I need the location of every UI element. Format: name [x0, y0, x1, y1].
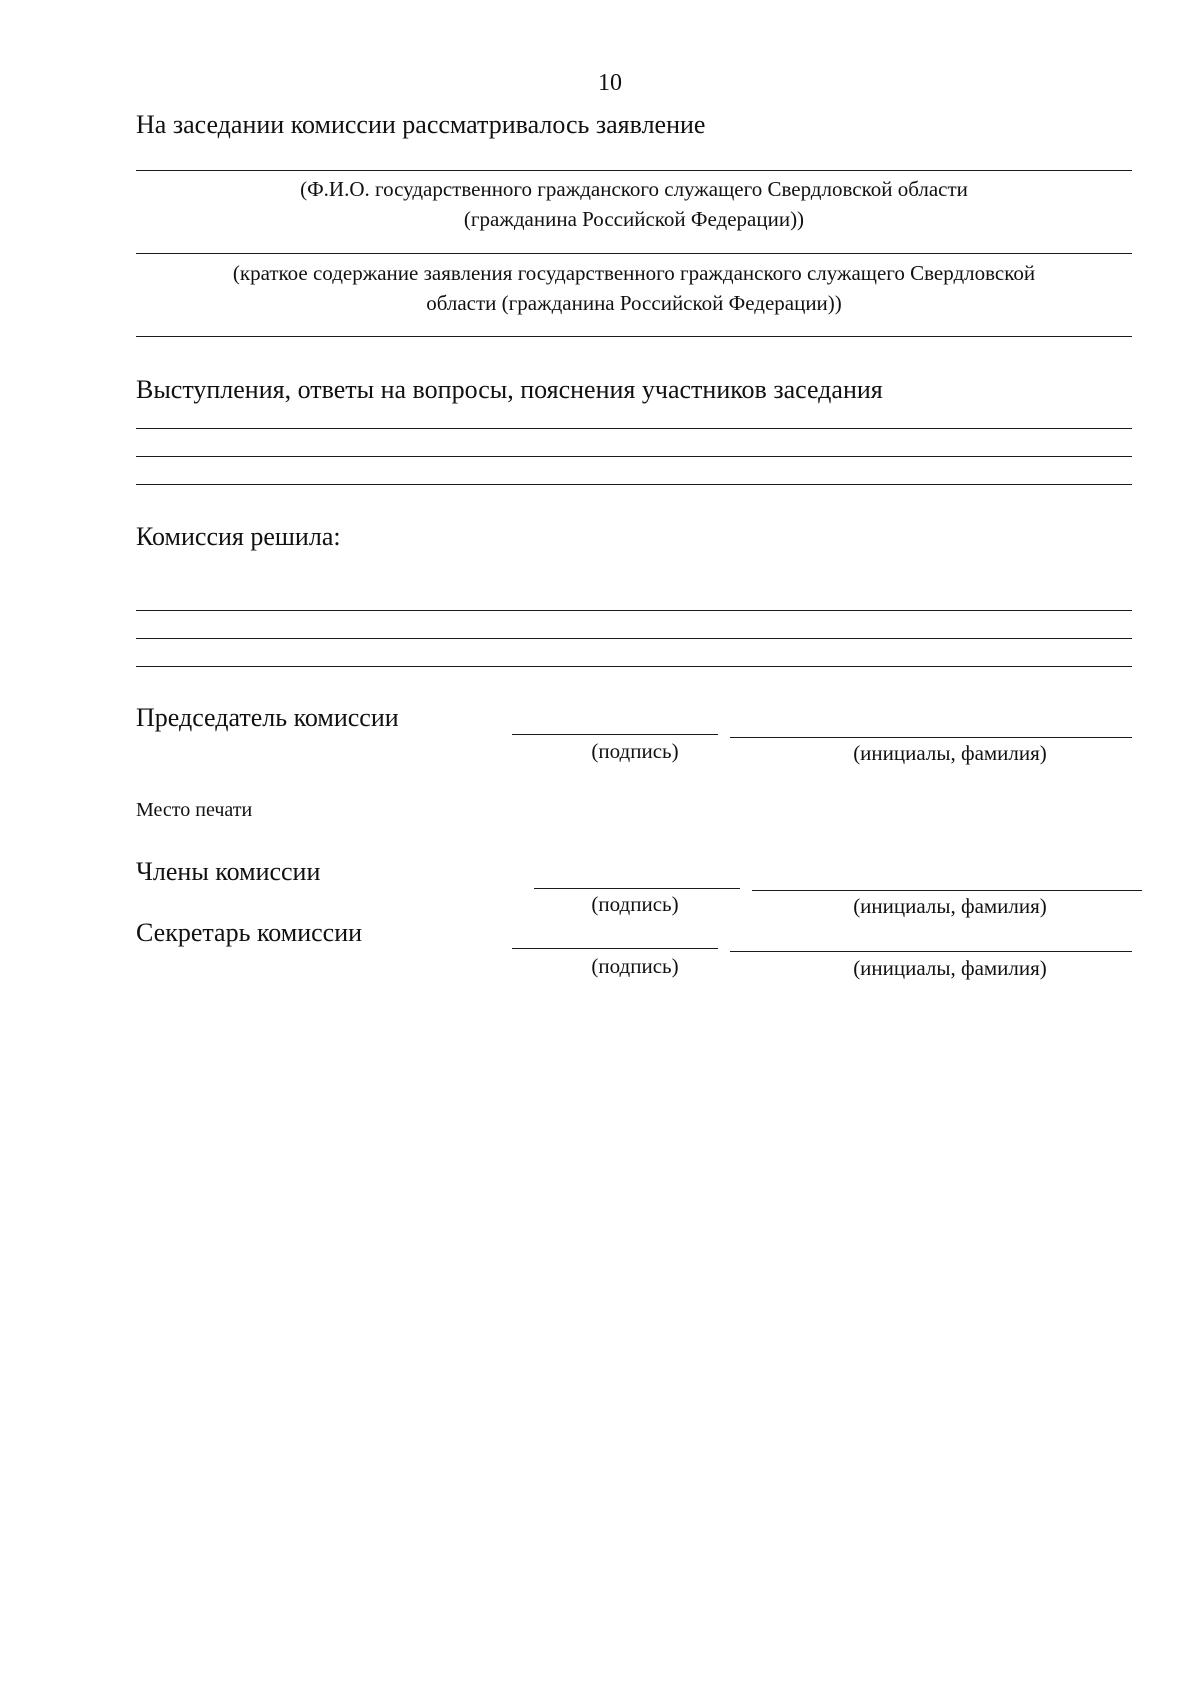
summary-line-2: [136, 336, 1132, 337]
summary-caption-line1: (краткое содержание заявления государственного гражданского служащего Свердловской: [232, 261, 1036, 285]
secretary-label: Секретарь комиссии: [136, 918, 363, 947]
fio-caption: [136, 174, 1132, 234]
chairman-signature-caption: (подпись): [591, 739, 679, 763]
members-name-line: [752, 890, 1142, 891]
members-signature-line: [534, 888, 740, 889]
chairman-signature-line: [512, 734, 718, 735]
fio-line: [136, 170, 1132, 171]
members-name-caption: (инициалы, фамилия): [853, 894, 1047, 918]
summary-caption: [136, 258, 1132, 318]
chairman-label: Председатель комиссии: [136, 703, 399, 732]
chairman-name-caption: (инициалы, фамилия): [853, 741, 1047, 765]
decision-line-1: [136, 610, 1132, 611]
speeches-line-2: [136, 456, 1132, 457]
decision-line-3: [136, 666, 1132, 667]
intro-text: На заседании комиссии рассматривалось заявление: [136, 110, 706, 139]
speeches-heading: Выступления, ответы на вопросы, пояснения участников заседания: [136, 375, 883, 404]
members-signature-caption: (подпись): [591, 892, 679, 916]
summary-caption-line2: области (гражданина Российской Федерации)): [426, 291, 842, 315]
members-label: Члены комиссии: [136, 857, 321, 886]
secretary-signature-line: [512, 948, 718, 949]
secretary-name-line: [730, 951, 1132, 952]
fio-caption-line1: (Ф.И.О. государственного гражданского служащего Свердловской области: [300, 177, 968, 201]
speeches-line-3: [136, 484, 1132, 485]
speeches-line-1: [136, 428, 1132, 429]
stamp-place-label: Место печати: [136, 799, 253, 821]
secretary-name-caption: (инициалы, фамилия): [853, 956, 1047, 980]
summary-line: [136, 253, 1132, 254]
fio-caption-line2: (гражданина Российской Федерации)): [463, 207, 805, 231]
decision-line-2: [136, 638, 1132, 639]
decision-heading: Комиссия решила:: [136, 522, 341, 551]
secretary-signature-caption: (подпись): [591, 954, 679, 978]
chairman-name-line: [730, 737, 1132, 738]
page-number: 10: [598, 70, 622, 96]
